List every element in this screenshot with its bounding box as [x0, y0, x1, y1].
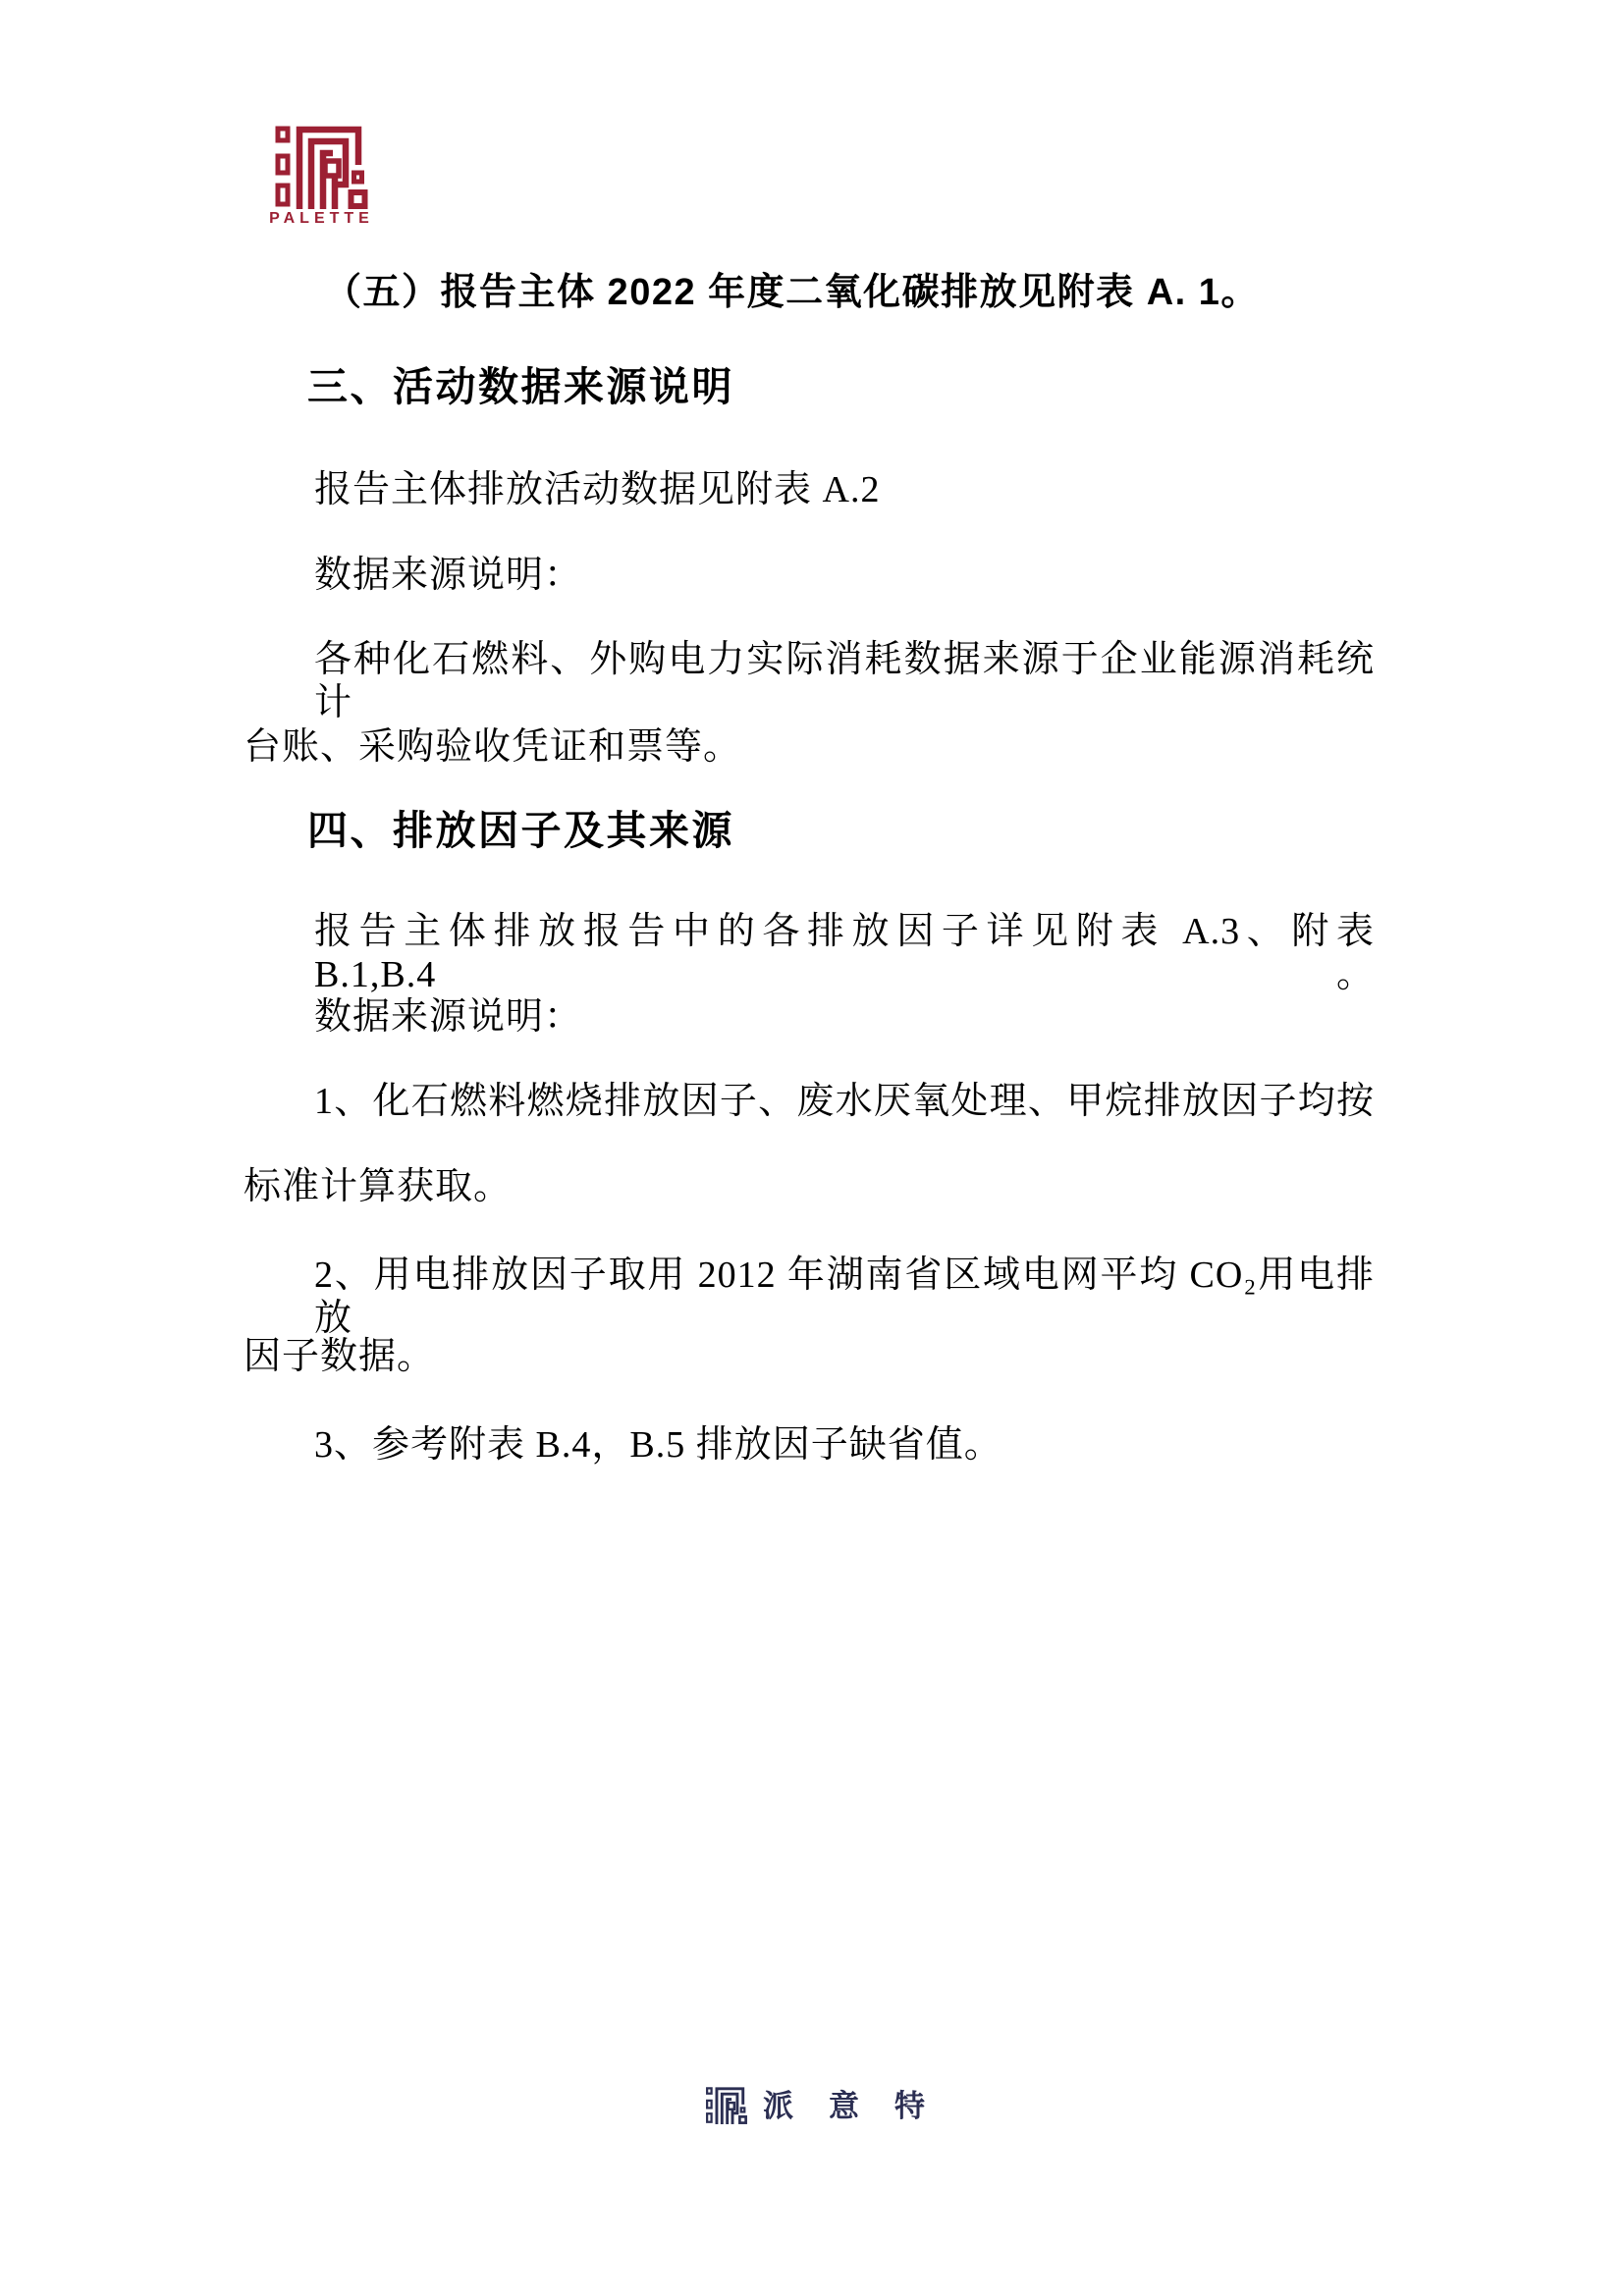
doc-line-point-2b: 因子数据。	[244, 1336, 436, 1377]
doc-line-point-2a: 2、用电排放因子取用 2012 年湖南省区域电网平均 CO₂用电排放	[314, 1255, 1375, 1339]
doc-heading-section-4: 四、排放因子及其来源	[307, 808, 734, 853]
doc-line-fuel-consume-2: 台账、采购验收凭证和票等。	[244, 726, 742, 768]
palette-wordmark: PALETTE	[269, 210, 374, 227]
doc-line-point-3: 3、参考附表 B.4，B.5 排放因子缺省值。	[314, 1424, 1002, 1466]
footer-maze-logo-icon	[699, 2079, 754, 2136]
doc-line-fuel-consume-1: 各种化石燃料、外购电力实际消耗数据来源于企业能源消耗统计	[314, 639, 1375, 723]
doc-line-point-1b: 标准计算获取。	[244, 1166, 513, 1207]
doc-line-item-5-summary: （五）报告主体 2022 年度二氧化碳排放见附表 A. 1。	[324, 272, 1260, 313]
doc-heading-section-3: 三、活动数据来源说明	[307, 364, 734, 409]
doc-line-activity-data: 报告主体排放活动数据见附表 A.2	[314, 469, 881, 510]
footer-brand-text: 派意特	[763, 2089, 960, 2123]
doc-line-point-1a: 1、化石燃料燃烧排放因子、废水厌氧处理、甲烷排放因子均按	[314, 1081, 1375, 1122]
palette-logo	[260, 108, 383, 236]
doc-line-source-note-1: 数据来源说明：	[314, 555, 583, 596]
doc-line-source-note-2: 数据来源说明：	[314, 996, 583, 1038]
doc-line-factors-ref: 报告主体排放报告中的各排放因子详见附表 A.3、附表 B.1,B.4。	[314, 911, 1375, 995]
